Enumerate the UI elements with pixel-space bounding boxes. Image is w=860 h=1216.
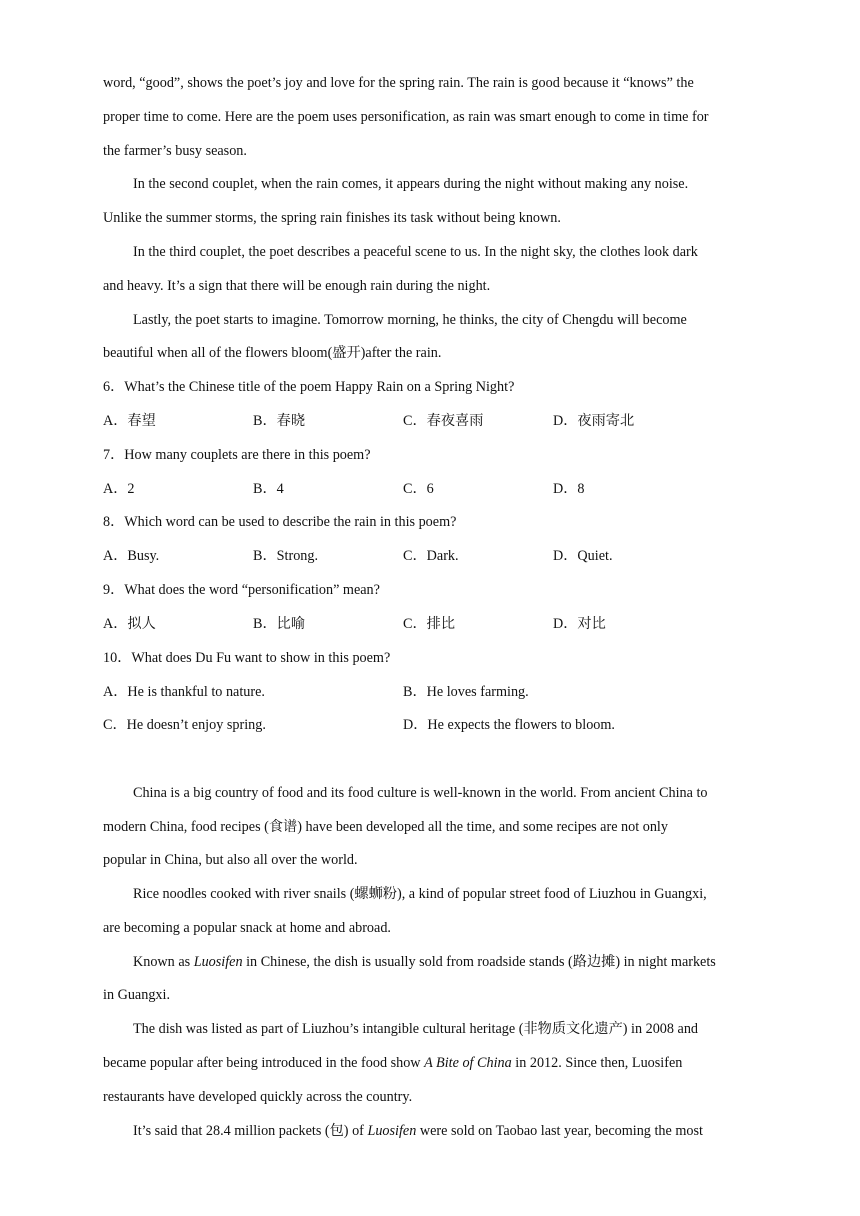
option-b[interactable]: B．4 [253, 481, 284, 497]
passage-line: In the second couplet, when the rain comes, it appears during the night without making any noise. [133, 176, 689, 192]
option-d[interactable]: D．对比 [553, 616, 606, 632]
passage-line: became popular after being introduced in the food show A Bite of China in 2012. Since then, Luosifen [103, 1055, 683, 1071]
option-a[interactable]: A．He is thankful to nature. [103, 684, 265, 700]
option-c[interactable]: C．He doesn’t enjoy spring. [103, 717, 266, 733]
option-a[interactable]: A．2 [103, 481, 135, 497]
passage-line: restaurants have developed quickly across the country. [103, 1089, 413, 1105]
passage-line: Lastly, the poet starts to imagine. Tomorrow morning, he thinks, the city of Chengdu will become [133, 312, 687, 328]
option-b[interactable]: B．Strong. [253, 548, 319, 564]
option-a[interactable]: A．春望 [103, 413, 156, 429]
question-stem: 6．What’s the Chinese title of the poem Happy Rain on a Spring Night? [103, 379, 515, 395]
passage-line: proper time to come. Here are the poem uses personification, as rain was smart enough to come in time for [103, 109, 709, 125]
passage-line: the farmer’s busy season. [103, 143, 247, 159]
option-c[interactable]: C．排比 [403, 616, 456, 632]
passage-line: It’s said that 28.4 million packets (包) of Luosifen were sold on Taobao last year, becoming the most [133, 1123, 703, 1139]
option-d[interactable]: D．夜雨寄北 [553, 413, 635, 429]
option-c[interactable]: C．Dark. [403, 548, 459, 564]
passage-line: The dish was listed as part of Liuzhou’s intangible cultural heritage (非物质文化遗产) in 2008 and [133, 1021, 699, 1037]
option-d[interactable]: D．He expects the flowers to bloom. [403, 717, 615, 733]
question-stem: 9．What does the word “personification” mean? [103, 582, 380, 598]
option-b[interactable]: B．春晓 [253, 413, 306, 429]
option-a[interactable]: A．拟人 [103, 616, 156, 632]
passage-line: and heavy. It’s a sign that there will be enough rain during the night. [103, 278, 491, 294]
option-b[interactable]: B．He loves farming. [403, 684, 529, 700]
passage-line: modern China, food recipes (食谱) have been developed all the time, and some recipes are not only [103, 819, 668, 835]
option-b[interactable]: B．比喻 [253, 616, 306, 632]
passage-line: in Guangxi. [103, 987, 170, 1003]
passage-line: China is a big country of food and its food culture is well-known in the world. From ancient China to [133, 785, 708, 801]
option-a[interactable]: A．Busy. [103, 548, 160, 564]
option-d[interactable]: D．Quiet. [553, 548, 613, 564]
question-stem: 8．Which word can be used to describe the rain in this poem? [103, 514, 457, 530]
passage-line: In the third couplet, the poet describes a peaceful scene to us. In the night sky, the clothes look dark [133, 244, 698, 260]
passage-line: Rice noodles cooked with river snails (螺蛳粉), a kind of popular street food of Liuzhou in Guangxi, [133, 886, 707, 902]
passage-line: Unlike the summer storms, the spring rain finishes its task without being known. [103, 210, 561, 226]
question-stem: 7．How many couplets are there in this poem? [103, 447, 371, 463]
passage-line: popular in China, but also all over the world. [103, 852, 358, 868]
passage-line: are becoming a popular snack at home and abroad. [103, 920, 391, 936]
option-d[interactable]: D．8 [553, 481, 585, 497]
option-c[interactable]: C．6 [403, 481, 434, 497]
question-stem: 10．What does Du Fu want to show in this poem? [103, 650, 391, 666]
option-c[interactable]: C．春夜喜雨 [403, 413, 484, 429]
passage-line: word, “good”, shows the poet’s joy and love for the spring rain. The rain is good because it “knows” the [103, 75, 694, 91]
passage-line: beautiful when all of the flowers bloom(盛开)after the rain. [103, 345, 442, 361]
passage-line: Known as Luosifen in Chinese, the dish is usually sold from roadside stands (路边摊) in night markets [133, 954, 716, 970]
